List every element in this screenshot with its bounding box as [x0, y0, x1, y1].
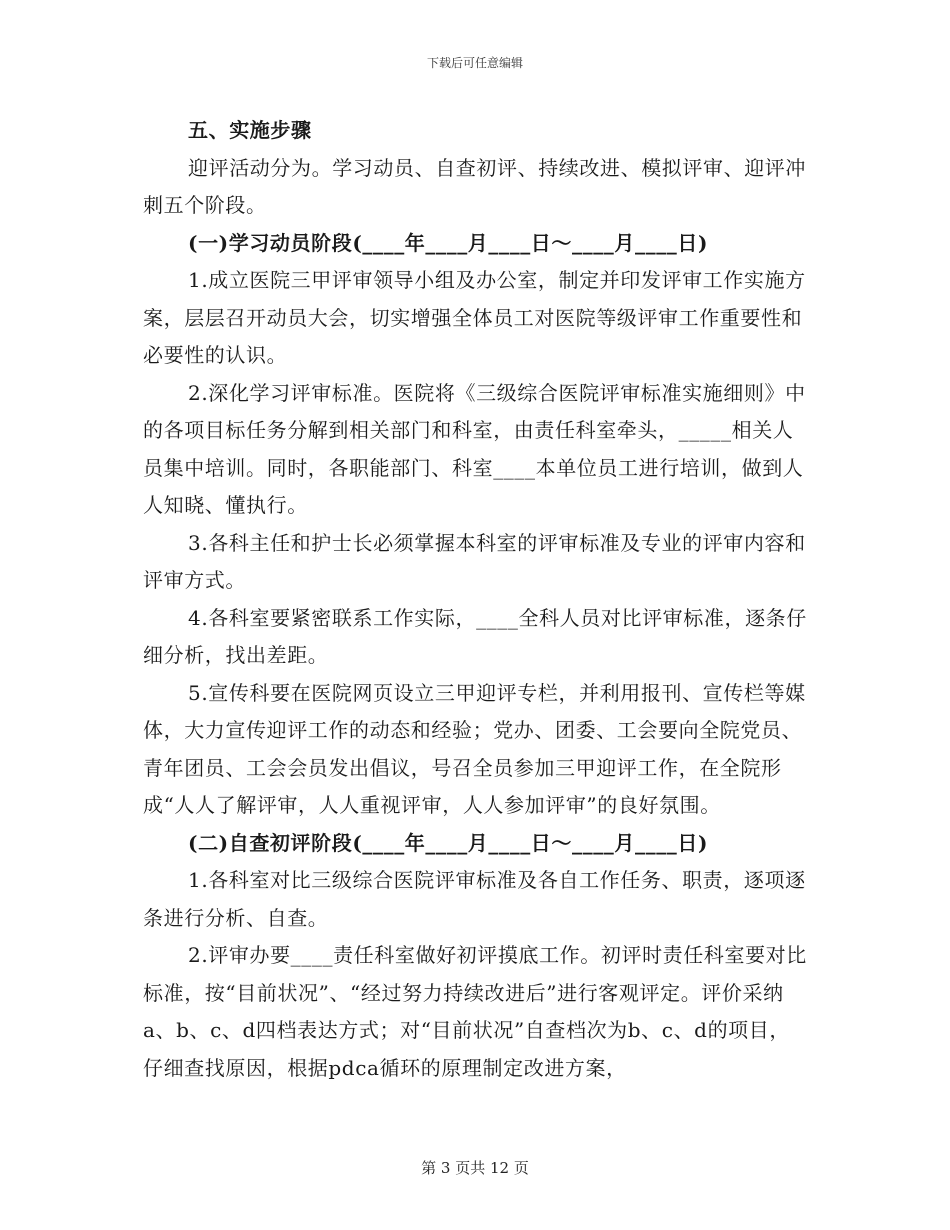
document-body — [143, 112, 808, 1087]
paragraph: 2.深化学习评审标准。医院将《三级综合医院评审标准实施细则》中的各项目标任务分解到相关部门和科室，由责任科室牵头，_____相关人员集中培训。同时，各职能部门、科室____本单位员工进行培训，做到人人知晓、懂执行。 — [143, 380, 806, 517]
paragraph: 1.各科室对比三级综合医院评审标准及各自工作任务、职责，逐项逐条进行分析、自查。 — [143, 868, 806, 930]
subsection-heading: (二)自查初评阶段(____年____月____日～____月____日) — [188, 830, 709, 855]
paragraph: 5.宣传科要在医院网页设立三甲迎评专栏，并利用报刊、宣传栏等媒体，大力宣传迎评工作的动态和经验；党办、团委、工会要向全院党员、青年团员、工会会员发出倡议，号召全员参加三甲迎评工作，在全院形成“人人了解评审，人人重视评审，人人参加评审”的良好氛围。 — [143, 680, 806, 817]
page-footer: 第 3 页共 12 页 — [421, 1159, 529, 1177]
paragraph: 3.各科主任和护士长必须掌握本科室的评审标准及专业的评审内容和评审方式。 — [143, 530, 806, 592]
section-heading: 五、实施步骤 — [188, 118, 312, 142]
paragraph: 迎评活动分为。学习动员、自查初评、持续改进、模拟评审、迎评冲刺五个阶段。 — [143, 155, 806, 217]
paragraph: 1.成立医院三甲评审领导小组及办公室，制定并印发评审工作实施方案，层层召开动员大会，切实增强全体员工对医院等级评审工作重要性和必要性的认识。 — [143, 268, 806, 367]
paragraph: 4.各科室要紧密联系工作实际，____全科人员对比评审标准，逐条仔细分析，找出差距。 — [143, 605, 807, 667]
paragraph: 2.评审办要____责任科室做好初评摸底工作。初评时责任科室要对比标准，按“目前状况”、“经过努力持续改进后”进行客观评定。评价采纳a、b、c、d四档表达方式；对“目前状况”自查档次为b、c、d的项目，仔细查找原因，根据pdca循环的原理制定改进方案， — [143, 943, 807, 1080]
page-header: 下载后可任意编辑 — [426, 56, 523, 70]
subsection-heading: (一)学习动员阶段(____年____月____日～____月____日) — [188, 230, 709, 255]
